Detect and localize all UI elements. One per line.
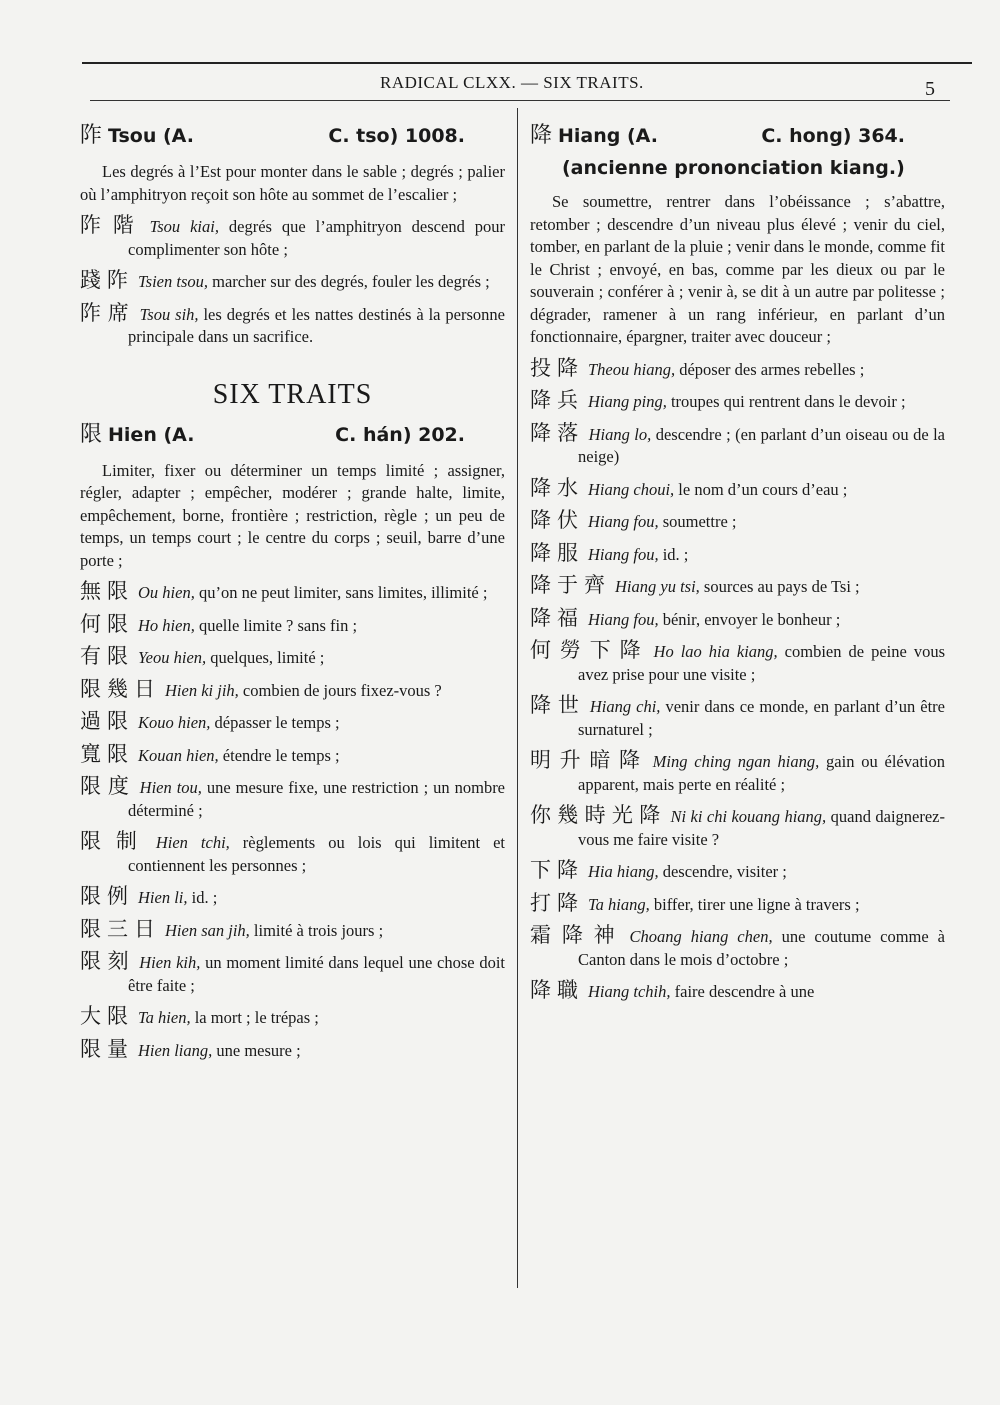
compound-entry <box>530 892 945 917</box>
compound-entry <box>530 574 945 599</box>
compound-romanization: Tsou kiai, <box>149 217 219 236</box>
compound-entry <box>530 749 945 796</box>
compound-romanization: Hien kih, <box>139 953 201 972</box>
compound-list <box>80 214 505 349</box>
compound-gloss: dépasser le temps ; <box>210 713 340 732</box>
compound-chars: 投降 <box>530 355 584 380</box>
compound-gloss: troupes qui rentrent dans le devoir ; <box>666 392 906 411</box>
compound-gloss: combien de peine vous avez prise pour une visite ; <box>578 642 945 684</box>
headword-char: 降 <box>530 123 553 148</box>
compound-gloss: id. ; <box>658 544 689 564</box>
top-rule <box>82 62 972 64</box>
compound-gloss: les degrés et les nattes destinés à la personne principale dans un sacrifice. <box>128 304 505 346</box>
right-column <box>530 118 945 1012</box>
headword-cantonese: C. hán) 202. <box>335 423 465 446</box>
compound-gloss: combien de jours fixez-vous ? <box>238 680 442 700</box>
compound-gloss: soumettre ; <box>658 512 737 531</box>
compound-chars: 限制 <box>80 829 152 853</box>
compound-chars: 降于齊 <box>530 573 611 597</box>
compound-romanization: Hien ki jih, <box>165 680 239 700</box>
compound-chars: 下降 <box>530 858 584 882</box>
compound-gloss: quelle limite ? sans fin ; <box>194 615 358 635</box>
compound-entry <box>530 979 945 1004</box>
compound-chars: 你幾時光降 <box>530 803 667 827</box>
compound-entry <box>80 580 505 605</box>
compound-romanization: Hiang ping, <box>588 392 667 411</box>
compound-romanization: Hiang choui, <box>588 479 675 499</box>
compound-romanization: Theou hiang, <box>588 359 676 379</box>
definition-hiang: Se soumettre, rentrer dans l’obéissance ; s’abattre, retomber ; descendre d’un niveau plus élevé ; venir du ciel, tomber, en parlant de la pluie ; venir dans le monde, comme fit le Christ ; envoyé, en bas, comme par les dieux ou par le souverain ; conférer à ; venir à, se dit à un autre par politesse ; dégrader, ramener à un rang inférieur, en parlant d’un fonctionnaire, épargner, traiter avec douceur ; <box>530 192 945 346</box>
compound-entry <box>80 710 505 735</box>
compound-entry <box>80 214 505 261</box>
compound-romanization: Kouo hien, <box>138 713 211 732</box>
compound-chars: 有限 <box>80 644 134 668</box>
compound-romanization: Hiang fou, <box>588 512 659 531</box>
compound-entry <box>530 509 945 534</box>
definition-hien: Limiter, fixer ou déterminer un temps limité ; assigner, régler, adapter ; empêcher, modérer ; grande halte, limite, empêchement, borne, frontière ; restriction, règle ; un peu de temps, un temps court ; le centre du corps ; seuil, barre d’une porte ; <box>80 460 505 570</box>
compound-romanization: Hiang yu tsi, <box>615 577 700 596</box>
compound-entry <box>530 422 945 469</box>
compound-romanization: Hien tou, <box>139 778 202 797</box>
headword-char: 限 <box>80 421 103 447</box>
compound-entry <box>80 613 505 638</box>
compound-entry <box>530 477 945 502</box>
headword-reading: Tsou (A. <box>108 125 194 147</box>
compound-gloss: une mesure fixe, une restriction ; un nombre déterminé ; <box>128 778 506 820</box>
compound-entry <box>80 950 505 997</box>
compound-chars: 無限 <box>80 579 134 603</box>
running-title: RADICAL CLXX. — SIX TRAITS. <box>380 73 644 92</box>
headword-hiang <box>530 118 945 149</box>
section-title: SIX TRAITS <box>212 378 373 410</box>
headword-reading: Hiang (A. <box>558 125 658 147</box>
compound-entry <box>530 924 945 971</box>
compound-romanization: Tsien tsou, <box>138 272 208 291</box>
compound-entry <box>530 607 945 632</box>
compound-gloss: degrés que l’amphitryon descend pour complimenter son hôte ; <box>128 217 505 259</box>
compound-entry <box>80 885 505 910</box>
compound-gloss: biffer, tirer une ligne à travers ; <box>649 894 860 914</box>
compound-list <box>530 357 945 1004</box>
compound-chars: 限三日 <box>80 916 161 941</box>
compound-gloss: une coutume comme à Canton dans le mois d’octobre ; <box>578 927 945 969</box>
compound-romanization: Hien li, <box>138 888 188 907</box>
compound-chars: 限量 <box>80 1036 134 1061</box>
compound-romanization: Ou hien, <box>138 583 195 602</box>
compound-romanization: Ho lao hia kiang, <box>653 642 778 661</box>
compound-gloss: sources au pays de Tsi ; <box>699 577 860 596</box>
compound-romanization: Ho hien, <box>138 615 195 635</box>
compound-list <box>80 580 505 1062</box>
compound-chars: 寬限 <box>80 741 134 766</box>
compound-gloss: quelques, limité ; <box>206 648 325 667</box>
compound-entry <box>80 830 505 877</box>
compound-chars: 降落 <box>530 420 585 445</box>
compound-gloss: quand daignerez-vous me faire visite ? <box>578 807 945 849</box>
compound-romanization: Ming ching ngan hiang, <box>652 752 820 771</box>
compound-gloss: le nom d’un cours d’eau ; <box>674 479 848 499</box>
compound-entry <box>80 1038 505 1063</box>
compound-chars: 降水 <box>530 475 584 500</box>
compound-chars: 過限 <box>80 709 134 733</box>
compound-entry <box>80 269 505 294</box>
compound-chars: 打降 <box>530 890 584 915</box>
compound-gloss: id. ; <box>187 888 218 907</box>
headword-tsou <box>80 118 505 149</box>
compound-romanization: Ta hiang, <box>588 894 650 914</box>
compound-chars: 降服 <box>530 540 584 565</box>
compound-chars: 降伏 <box>530 508 584 532</box>
compound-romanization: Hiang lo, <box>588 424 652 444</box>
compound-entry <box>530 804 945 851</box>
compound-entry <box>80 743 505 768</box>
compound-entry <box>80 775 505 822</box>
compound-gloss: descendre ; (en parlant d’un oiseau ou de la neige) <box>578 424 945 466</box>
compound-gloss: un moment limité dans lequel une chose doit être faite ; <box>128 953 506 995</box>
compound-romanization: Hien tchi, <box>155 833 230 852</box>
compound-romanization: Choang hiang chen, <box>629 927 773 946</box>
compound-romanization: Hiang fou, <box>588 544 659 564</box>
compound-gloss: étendre le temps ; <box>218 745 340 765</box>
compound-gloss: une mesure ; <box>212 1040 301 1060</box>
compound-chars: 限刻 <box>80 949 136 973</box>
compound-gloss: gain ou élévation apparent, mais perte en réalité ; <box>578 752 946 794</box>
compound-gloss: venir dans ce monde, en parlant d’un être surnaturel ; <box>578 697 945 739</box>
compound-chars: 何限 <box>80 611 134 636</box>
compound-entry <box>530 639 945 686</box>
headword-char: 阼 <box>80 123 103 148</box>
compound-entry <box>530 859 945 884</box>
compound-chars: 限例 <box>80 884 134 908</box>
headword-cantonese: C. hong) 364. <box>761 125 905 147</box>
compound-entry <box>530 542 945 567</box>
compound-chars: 降福 <box>530 605 584 630</box>
compound-chars: 明升暗降 <box>530 748 649 772</box>
compound-entry <box>80 1005 505 1030</box>
compound-gloss: descendre, visiter ; <box>658 862 787 881</box>
compound-gloss: limité à trois jours ; <box>249 920 384 940</box>
compound-chars: 限度 <box>80 774 136 798</box>
compound-chars: 霜降神 <box>530 923 626 947</box>
compound-chars: 何勞下降 <box>530 638 650 662</box>
compound-gloss: règlements ou lois qui limitent et contiennent les personnes ; <box>128 833 505 875</box>
compound-romanization: Yeou hien, <box>138 648 207 667</box>
compound-gloss: qu’on ne peut limiter, sans limites, illimité ; <box>194 583 488 602</box>
headword-hien <box>80 417 505 448</box>
compound-entry <box>530 389 945 414</box>
compound-romanization: Kouan hien, <box>138 745 219 765</box>
left-column <box>80 118 505 1070</box>
headword-reading: Hien (A. <box>108 423 195 446</box>
compound-entry <box>530 357 945 382</box>
compound-romanization: Hiang tchih, <box>588 982 671 1001</box>
compound-chars: 踐阼 <box>80 268 134 292</box>
compound-gloss: faire descendre à une <box>670 982 815 1001</box>
compound-chars: 阼席 <box>80 300 136 325</box>
headword-subtitle: (ancienne prononciation kiang.) <box>562 157 905 179</box>
compound-entry <box>530 694 945 741</box>
compound-entry <box>80 645 505 670</box>
compound-chars: 大限 <box>80 1004 134 1028</box>
compound-chars: 降兵 <box>530 388 584 412</box>
compound-romanization: Tsou sih, <box>139 304 199 324</box>
compound-romanization: Hien liang, <box>138 1040 213 1060</box>
compound-romanization: Hiang fou, <box>588 609 659 629</box>
header-rule <box>90 100 950 101</box>
compound-chars: 降世 <box>530 693 586 717</box>
compound-entry <box>80 918 505 943</box>
compound-romanization: Hia hiang, <box>588 862 659 881</box>
compound-chars: 阼階 <box>80 213 146 237</box>
compound-entry <box>80 678 505 703</box>
compound-chars: 限幾日 <box>80 676 161 701</box>
page-number: 5 <box>925 78 935 100</box>
column-divider <box>517 108 518 1288</box>
compound-romanization: Hiang chi, <box>589 697 661 716</box>
compound-romanization: Hien san jih, <box>165 920 250 940</box>
compound-gloss: la mort ; le trépas ; <box>190 1008 319 1027</box>
headword-cantonese: C. tso) 1008. <box>328 125 465 147</box>
compound-gloss: bénir, envoyer le bonheur ; <box>658 609 841 629</box>
compound-romanization: Ta hien, <box>138 1008 191 1027</box>
compound-gloss: déposer des armes rebelles ; <box>675 359 865 379</box>
compound-romanization: Ni ki chi kouang hiang, <box>670 807 827 826</box>
compound-gloss: marcher sur des degrés, fouler les degrés ; <box>208 272 490 291</box>
compound-chars: 降職 <box>530 978 584 1002</box>
definition-tsou: Les degrés à l’Est pour monter dans le sable ; degrés ; palier où l’amphitryon reçoit son hôte au sommet de l’escalier ; <box>80 162 505 204</box>
compound-entry <box>80 302 505 349</box>
